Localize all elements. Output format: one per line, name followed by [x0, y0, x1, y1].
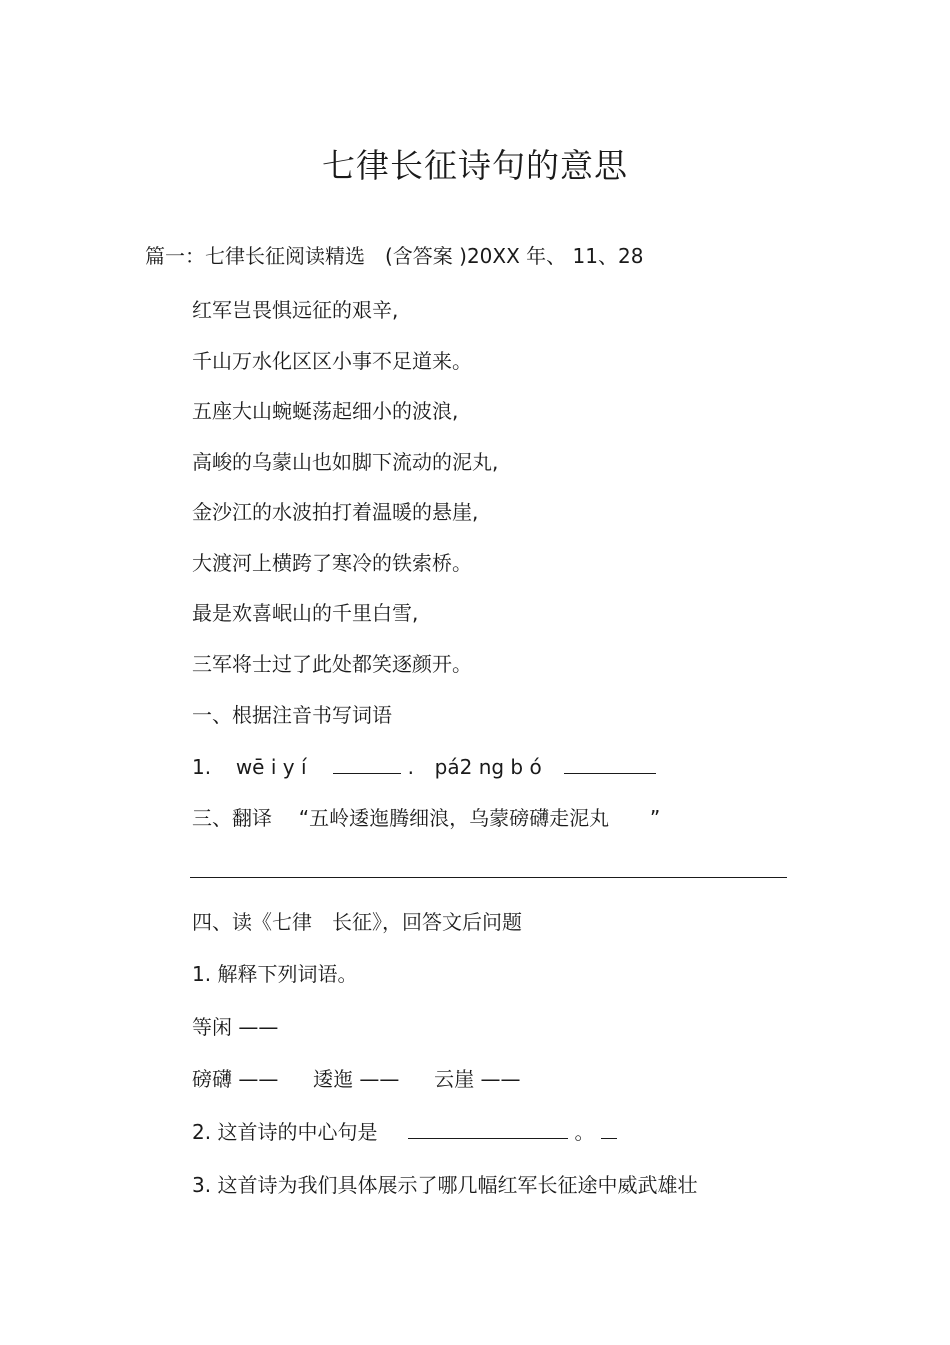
answer-blank-b[interactable]: [564, 755, 656, 774]
question-1-item: [192, 755, 656, 779]
term-row: [192, 1067, 521, 1091]
term-pangbo: 磅礴 ——: [192, 1067, 279, 1091]
poem-line: 高峻的乌蒙山也如脚下流动的泥丸,: [192, 450, 499, 474]
question-4-2-text: 2. 这首诗的中心句是: [192, 1120, 378, 1144]
poem-line: 红军岂畏惧远征的艰辛,: [192, 298, 399, 322]
poem-line: 五座大山蜿蜒荡起细小的波浪,: [192, 399, 459, 423]
question-4-3: 3. 这首诗为我们具体展示了哪几幅红军长征途中威武雄壮: [192, 1173, 698, 1197]
question-4-1: 1. 解释下列词语。: [192, 962, 358, 986]
question-3-heading: 三、翻译: [192, 806, 272, 830]
pinyin-a: wē i y í: [235, 755, 307, 779]
question-3-quote: “五岭逶迤腾细浪，乌蒙磅礴走泥丸: [298, 806, 610, 830]
question-1-heading: 一、根据注音书写词语: [192, 703, 392, 727]
answer-blank-central-line[interactable]: [408, 1120, 568, 1139]
item-number: 1.: [192, 755, 212, 779]
question-4-heading: 四、读《七律 长征》，回答文后问题: [192, 910, 522, 934]
quote-close-mark: ”: [649, 806, 661, 830]
poem-line: 大渡河上横跨了寒冷的铁索桥。: [192, 551, 472, 575]
question-4-2: [192, 1120, 617, 1144]
section-heading: 篇一：七律长征阅读精选 (含答案 )20XX 年、 11、28: [145, 244, 644, 268]
page-title: 七律长征诗句的意思: [322, 146, 628, 185]
term-weiyi: 逶迤 ——: [313, 1067, 400, 1091]
blank-dot: .: [407, 755, 414, 779]
answer-blank-tail: [601, 1120, 617, 1139]
term-dengxian: 等闲 ——: [192, 1015, 279, 1039]
poem-line: 最是欢喜岷山的千里白雪,: [192, 601, 419, 625]
pinyin-b: pá2 ng b ó: [434, 755, 542, 779]
answer-blank-a[interactable]: [333, 755, 401, 774]
term-yunya: 云崖 ——: [434, 1067, 521, 1091]
period-mark: 。: [574, 1120, 595, 1144]
question-3-line: [192, 806, 660, 830]
poem-line: 三军将士过了此处都笑逐颜开。: [192, 652, 472, 676]
poem-line: 金沙江的水波拍打着温暖的悬崖,: [192, 500, 479, 524]
poem-line: 千山万水化区区小事不足道来。: [192, 349, 472, 373]
answer-line[interactable]: [190, 877, 787, 878]
